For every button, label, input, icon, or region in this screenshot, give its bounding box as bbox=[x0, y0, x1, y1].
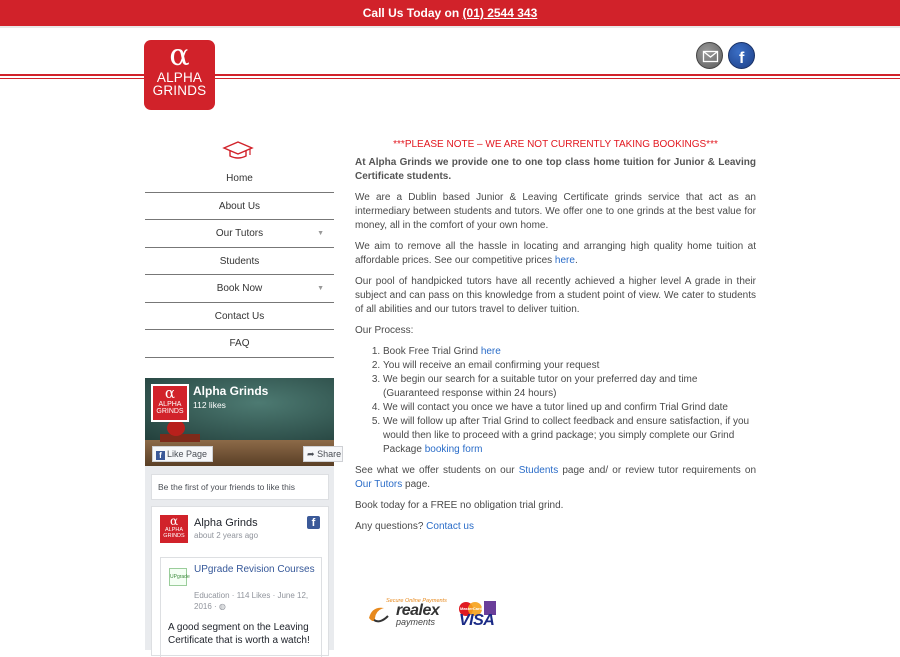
menu-item-about-us[interactable] bbox=[145, 193, 334, 221]
fb-avatar-alpha: α bbox=[164, 384, 176, 402]
step-text: We will follow up after Trial Grind to collect feedback and ensure satisfaction, if you would then like to proceed with a grind package; you simply complete our Grind Package bbox=[383, 416, 750, 455]
step-text: Book Free Trial Grind bbox=[383, 346, 481, 357]
fb-page-avatar[interactable] bbox=[151, 384, 189, 422]
menu-item-students[interactable] bbox=[145, 248, 334, 276]
menu-item-label: About Us bbox=[218, 200, 261, 212]
facebook-icon: f bbox=[156, 451, 165, 460]
students-text-mid: page and/ or review tutor requirements on bbox=[558, 465, 757, 476]
fb-attachment-meta-text: Education · 114 Likes · June 12, 2016 · bbox=[194, 591, 309, 611]
prices-text-end: . bbox=[574, 255, 578, 266]
share-icon: ➦ bbox=[307, 449, 315, 459]
header-stripe bbox=[0, 74, 900, 79]
fb-share-button[interactable] bbox=[303, 446, 343, 462]
prices-link[interactable]: here bbox=[554, 255, 575, 266]
logo-line-1: ALPHA bbox=[156, 70, 203, 85]
booking-form-link[interactable]: booking form bbox=[424, 444, 483, 455]
process-step bbox=[383, 415, 756, 457]
questions-paragraph bbox=[355, 520, 756, 534]
logo-alpha-symbol: α bbox=[169, 38, 190, 73]
facebook-icon[interactable]: f bbox=[307, 516, 320, 529]
contact-us-link[interactable]: Contact us bbox=[426, 521, 474, 532]
fb-share-label: Share bbox=[317, 449, 342, 459]
phone-link[interactable]: (01) 2544 343 bbox=[462, 6, 538, 20]
menu-item-home[interactable] bbox=[145, 165, 334, 193]
fb-post-avatar[interactable] bbox=[160, 515, 188, 543]
fb-post bbox=[151, 506, 329, 656]
fb-avatar-line-1: ALPHA bbox=[158, 401, 182, 408]
svg-text:f: f bbox=[739, 50, 745, 67]
fb-post-avatar-line-2: GRINDS bbox=[163, 533, 185, 539]
process-heading: Our Process: bbox=[355, 325, 414, 336]
tutors-paragraph: Our pool of handpicked tutors have all recently achieved a higher level A grade in their subject and can pass on this knowledge from a student point of view. We cater to students of all abilities and our tutors travel to deliver tuition. bbox=[355, 276, 756, 315]
menu-item-our-tutors[interactable] bbox=[145, 220, 334, 248]
caret-down-icon[interactable]: ▼ bbox=[317, 285, 324, 292]
students-link[interactable]: Students bbox=[518, 465, 559, 476]
fb-like-page-button[interactable] bbox=[152, 446, 213, 462]
process-step bbox=[383, 345, 756, 359]
call-us-label: Call Us Today on bbox=[362, 6, 463, 20]
booking-notice: ***PLEASE NOTE – WE ARE NOT CURRENTLY TAKING BOOKINGS*** bbox=[393, 139, 718, 150]
process-steps bbox=[383, 345, 756, 457]
process-step: 3. We begin our search for a suitable tutor on your preferred day and time (Guaranteed response within 24 hours) bbox=[383, 373, 756, 401]
fb-attachment-title[interactable]: UPgrade Revision Courses bbox=[194, 564, 315, 575]
globe-icon: ◍ bbox=[218, 602, 226, 611]
caret-down-icon[interactable]: ▼ bbox=[317, 230, 324, 237]
fb-post-avatar-alpha: α bbox=[169, 514, 179, 528]
menu-item-label: Our Tutors bbox=[215, 228, 264, 239]
trial-grind-link[interactable]: here bbox=[480, 346, 501, 357]
menu-item-label: FAQ bbox=[229, 338, 250, 349]
menu-item-label: Home bbox=[226, 173, 253, 184]
fb-post-author[interactable]: Alpha Grinds bbox=[194, 517, 258, 529]
facebook-page-widget bbox=[145, 378, 342, 650]
process-step: 2. You will receive an email confirming your request bbox=[383, 359, 756, 373]
payment-logos bbox=[366, 598, 506, 630]
realex-swoosh-icon bbox=[366, 604, 396, 626]
mastercard-text: MasterCard bbox=[459, 606, 482, 611]
mail-icon[interactable] bbox=[696, 42, 723, 69]
fb-avatar-line-2: GRINDS bbox=[156, 408, 184, 415]
fb-post-attachment[interactable] bbox=[160, 557, 322, 657]
site-logo[interactable] bbox=[144, 40, 215, 110]
fb-like-label: Like Page bbox=[167, 449, 208, 459]
fb-post-time[interactable]: about 2 years ago bbox=[194, 531, 259, 540]
menu-item-label: Contact Us bbox=[214, 310, 265, 322]
realex-wordmark: realex bbox=[396, 602, 440, 619]
fb-post-text: A good segment on the Leaving Certificate that is worth a watch! bbox=[168, 622, 310, 646]
call-us-bar bbox=[0, 0, 900, 26]
fb-attachment-thumbnail: UPgrade bbox=[169, 568, 187, 586]
visa-logo: VISA bbox=[459, 612, 495, 629]
graduation-cap-icon bbox=[222, 140, 254, 163]
logo-line-2: GRINDS bbox=[152, 83, 207, 98]
menu-item-faq[interactable] bbox=[145, 330, 334, 358]
book-today-paragraph: Book today for a FREE no obligation trial grind. bbox=[355, 500, 564, 511]
topbar-divider bbox=[0, 26, 900, 28]
our-tutors-link[interactable]: Our Tutors bbox=[355, 479, 403, 490]
facebook-icon[interactable] bbox=[728, 42, 755, 69]
menu-item-label: Book Now bbox=[216, 283, 263, 294]
sidebar-menu bbox=[145, 165, 334, 358]
fb-page-name[interactable]: Alpha Grinds bbox=[193, 384, 269, 398]
menu-item-contact-us[interactable] bbox=[145, 303, 334, 331]
realex-tagline: Secure Online Payments bbox=[386, 598, 447, 604]
menu-item-label: Students bbox=[219, 255, 260, 267]
students-paragraph bbox=[355, 464, 756, 492]
prices-text: We aim to remove all the hassle in locating and arranging high quality home tuition at affordable prices. See our competitive prices bbox=[355, 241, 756, 266]
students-text-end: page. bbox=[402, 479, 431, 490]
intro-paragraph: At Alpha Grinds we provide one to one top class home tuition for Junior & Leaving Certificate students. bbox=[355, 157, 756, 182]
main-content bbox=[355, 138, 756, 541]
questions-text: Any questions? bbox=[355, 521, 427, 532]
service-paragraph: We are a Dublin based Junior & Leaving Certificate grinds service that act as an intermediary between students and tutors. We offer one to one grinds at the best value for money, all in the comfort of your own home. bbox=[355, 192, 756, 231]
fb-cover-photo[interactable] bbox=[145, 378, 342, 466]
fb-friends-text: Be the first of your friends to like this bbox=[151, 474, 329, 500]
fb-post-avatar-line-1: ALPHA bbox=[164, 527, 184, 533]
fb-cover-apple bbox=[167, 420, 185, 436]
realex-subtext: payments bbox=[396, 617, 436, 627]
menu-item-book-now[interactable] bbox=[145, 275, 334, 303]
process-step: 4. We will contact you once we have a tutor lined up and confirm Trial Grind date bbox=[383, 401, 756, 415]
fb-page-likes: 112 likes bbox=[193, 400, 226, 410]
fb-cover-books bbox=[160, 434, 200, 442]
prices-paragraph bbox=[355, 240, 756, 268]
fb-attachment-meta bbox=[194, 590, 322, 612]
students-text: See what we offer students on our bbox=[355, 465, 519, 476]
